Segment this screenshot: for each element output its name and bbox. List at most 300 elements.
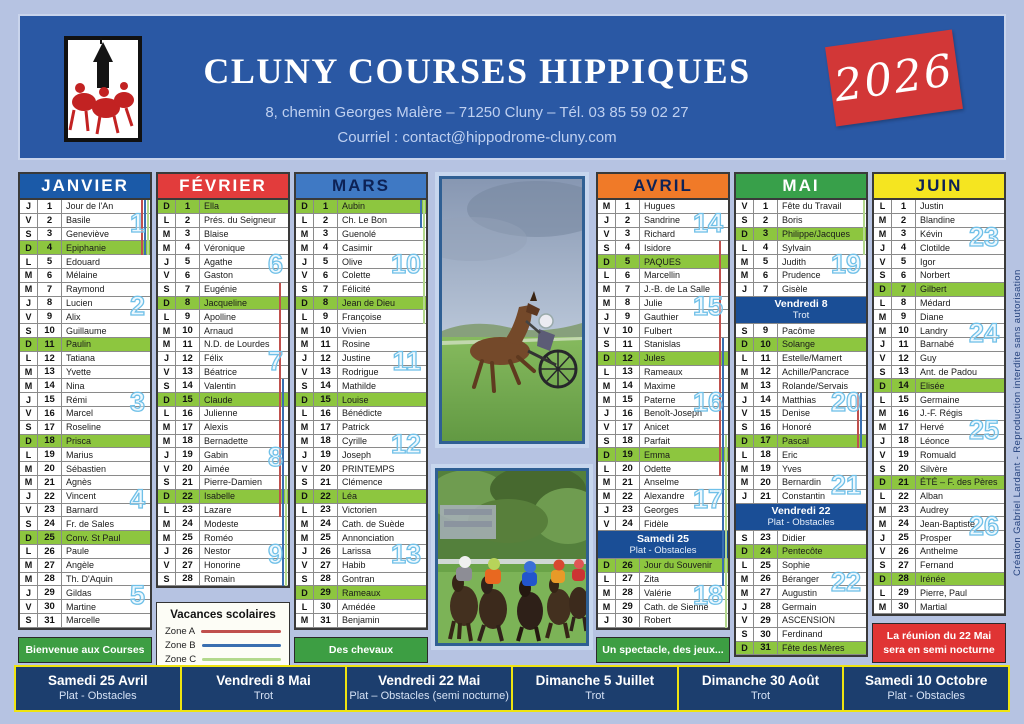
day-number: 6: [754, 269, 778, 282]
day-letter: J: [736, 393, 754, 406]
day-letter: M: [736, 255, 754, 268]
day-row: [20, 324, 150, 338]
day-number: 7: [616, 283, 640, 296]
day-letter: D: [20, 241, 38, 254]
day-row: [296, 241, 426, 255]
day-letter: S: [736, 214, 754, 227]
day-row: [20, 200, 150, 214]
day-row: [736, 490, 866, 504]
race-banner-date: Vendredi 8: [774, 298, 828, 311]
day-row: [158, 393, 288, 407]
month-avril: [596, 172, 730, 663]
day-letter: M: [598, 586, 616, 599]
event-type: Plat - Obstacles: [887, 690, 966, 703]
legend-zone-label: Zone A: [165, 626, 196, 638]
saint-name: Bénédicte: [342, 408, 383, 419]
day-letter: L: [296, 504, 314, 517]
day-row: [874, 200, 1004, 214]
day-letter: J: [20, 393, 38, 406]
day-letter: D: [296, 393, 314, 406]
saint-name: Gauthier: [644, 311, 679, 322]
day-number: 11: [38, 338, 62, 351]
vacation-stripe-c: [285, 476, 288, 586]
year-card: [825, 29, 963, 126]
day-number: 14: [38, 379, 62, 392]
day-number: 12: [38, 352, 62, 365]
day-letter: M: [158, 435, 176, 448]
day-number: 5: [314, 255, 338, 268]
day-letter: M: [874, 504, 892, 517]
day-letter: D: [20, 531, 38, 544]
day-number: 22: [616, 490, 640, 503]
day-number: 10: [754, 338, 778, 351]
day-number: 3: [892, 228, 916, 241]
saint-name: Marcellin: [644, 270, 681, 281]
day-number: 28: [38, 573, 62, 586]
week-number: 15: [692, 290, 723, 321]
day-letter: V: [874, 255, 892, 268]
day-row: [20, 366, 150, 380]
saint-name: Prudence: [782, 270, 821, 281]
photo-column: [432, 172, 592, 650]
day-letter: M: [296, 338, 314, 351]
day-number: 20: [616, 462, 640, 475]
event-cell: [16, 667, 182, 710]
saint-name: Lucien: [66, 297, 93, 308]
day-number: 7: [314, 283, 338, 296]
day-number: 15: [38, 393, 62, 406]
saint-name: Blandine: [920, 215, 956, 226]
saint-name: Vincent: [66, 491, 96, 502]
day-number: 5: [616, 255, 640, 268]
day-row: [20, 228, 150, 242]
saint-name: Anthelme: [920, 546, 959, 557]
vacation-stripe-b: [860, 393, 863, 448]
day-row: [296, 214, 426, 228]
day-number: 16: [314, 407, 338, 420]
day-number: 16: [892, 407, 916, 420]
day-number: 20: [176, 462, 200, 475]
day-row: [296, 255, 426, 269]
day-row: [158, 283, 288, 297]
day-row: [296, 269, 426, 283]
saint-name: Stanislas: [644, 339, 681, 350]
day-letter: S: [736, 421, 754, 434]
day-letter: S: [20, 421, 38, 434]
day-letter: J: [296, 352, 314, 365]
day-number: 30: [314, 600, 338, 613]
saint-name: Romain: [204, 573, 236, 584]
day-letter: J: [598, 310, 616, 323]
day-row: [736, 559, 866, 573]
day-number: 11: [176, 338, 200, 351]
day-number: 18: [754, 448, 778, 461]
saint-name: Anicet: [644, 422, 670, 433]
day-letter: L: [296, 214, 314, 227]
day-letter: M: [874, 421, 892, 434]
day-row: [296, 559, 426, 573]
saint-name: Véronique: [204, 242, 246, 253]
day-number: 29: [314, 586, 338, 599]
week-number: 17: [692, 483, 723, 514]
saint-name: Fernand: [920, 560, 954, 571]
day-row: [736, 241, 866, 255]
day-row: [598, 448, 728, 462]
day-number: 11: [314, 338, 338, 351]
day-row: [598, 559, 728, 573]
day-letter: S: [296, 283, 314, 296]
day-row: [736, 642, 866, 656]
day-letter: J: [158, 255, 176, 268]
day-row: [296, 421, 426, 435]
day-number: 25: [754, 559, 778, 572]
day-letter: S: [20, 228, 38, 241]
saint-name: Cath. de Sienne: [644, 601, 709, 612]
saint-name: Hugues: [644, 201, 676, 212]
day-letter: M: [158, 517, 176, 530]
week-number: 19: [830, 249, 861, 280]
day-number: 20: [754, 476, 778, 489]
event-cell: [844, 667, 1008, 710]
saint-name: Tatiana: [66, 353, 96, 364]
day-number: 25: [38, 531, 62, 544]
day-row: [20, 531, 150, 545]
day-row: [598, 462, 728, 476]
day-number: 1: [314, 200, 338, 213]
day-letter: M: [598, 297, 616, 310]
saint-name: Raymond: [66, 284, 105, 295]
day-row: [20, 504, 150, 518]
legend-zone-label: Zone B: [165, 640, 196, 652]
day-row: [874, 435, 1004, 449]
day-letter: V: [20, 214, 38, 227]
day-number: 27: [892, 559, 916, 572]
day-letter: D: [296, 297, 314, 310]
month-day-grid: [18, 198, 152, 630]
day-row: [598, 324, 728, 338]
day-letter: V: [296, 366, 314, 379]
day-letter: L: [20, 545, 38, 558]
day-letter: S: [296, 476, 314, 489]
day-number: 4: [892, 241, 916, 254]
saint-name: Marius: [66, 449, 94, 460]
day-row: [20, 283, 150, 297]
saint-name: Solange: [782, 339, 816, 350]
saint-name: Clémence: [342, 477, 383, 488]
day-row: [296, 310, 426, 324]
day-number: 17: [754, 435, 778, 448]
day-row: [158, 379, 288, 393]
day-letter: J: [598, 614, 616, 627]
day-letter: M: [296, 241, 314, 254]
race-events-bar: [14, 665, 1010, 712]
legend-title: Vacances scolaires: [170, 609, 276, 622]
saint-name: Jacqueline: [204, 297, 248, 308]
day-number: 22: [314, 490, 338, 503]
month-note: Un spectacle, des jeux...: [596, 637, 730, 663]
day-number: 19: [176, 448, 200, 461]
day-row: [20, 393, 150, 407]
day-row: [158, 352, 288, 366]
day-letter: M: [736, 366, 754, 379]
saint-name: Joseph: [342, 449, 372, 460]
day-letter: M: [874, 310, 892, 323]
saint-name: Apolline: [204, 311, 237, 322]
day-number: 28: [616, 586, 640, 599]
month-header: JUIN: [872, 172, 1006, 198]
day-number: 12: [616, 352, 640, 365]
day-letter: M: [598, 490, 616, 503]
day-letter: J: [20, 297, 38, 310]
day-row: [598, 421, 728, 435]
day-row: [736, 476, 866, 490]
month-note: Bienvenue aux Courses: [18, 637, 152, 663]
day-number: 22: [38, 490, 62, 503]
day-letter: V: [874, 448, 892, 461]
saint-name: Médard: [920, 297, 951, 308]
day-letter: J: [158, 352, 176, 365]
saint-name: Rémi: [66, 394, 88, 405]
saint-name: Denise: [782, 408, 811, 419]
day-row: [736, 448, 866, 462]
day-row: [296, 435, 426, 449]
event-cell: [347, 667, 513, 710]
saint-name: Norbert: [920, 270, 951, 281]
day-number: 14: [314, 379, 338, 392]
day-number: 6: [38, 269, 62, 282]
day-number: 12: [892, 352, 916, 365]
day-letter: J: [736, 283, 754, 296]
day-number: 13: [754, 379, 778, 392]
day-row: [20, 338, 150, 352]
day-row: [296, 352, 426, 366]
day-letter: J: [598, 214, 616, 227]
day-letter: M: [296, 531, 314, 544]
day-row: [874, 214, 1004, 228]
saint-name: Blaise: [204, 228, 229, 239]
day-row: [874, 531, 1004, 545]
race-banner-type: Trot: [792, 310, 810, 322]
day-row: [20, 407, 150, 421]
saint-name: Irénée: [920, 573, 946, 584]
day-row: [20, 462, 150, 476]
day-number: 10: [38, 324, 62, 337]
saint-name: Eric: [782, 449, 798, 460]
saint-name: Elisée: [920, 380, 945, 391]
month-day-grid: [734, 198, 868, 657]
year-label: 2026: [831, 44, 957, 112]
day-number: 3: [754, 228, 778, 241]
day-row: [874, 393, 1004, 407]
day-number: 25: [314, 531, 338, 544]
week-number: 5: [129, 580, 145, 611]
day-number: 16: [176, 407, 200, 420]
day-row: [158, 214, 288, 228]
day-row: [874, 586, 1004, 600]
day-number: 12: [176, 352, 200, 365]
day-number: 6: [892, 269, 916, 282]
saint-name: ASCENSION: [782, 615, 836, 626]
event-date: Vendredi 8 Mai: [216, 673, 311, 689]
day-number: 10: [616, 324, 640, 337]
day-row: [874, 338, 1004, 352]
day-letter: D: [736, 228, 754, 241]
day-letter: M: [296, 435, 314, 448]
day-row: [20, 379, 150, 393]
saint-name: PRINTEMPS: [342, 463, 395, 474]
day-row: [296, 393, 426, 407]
day-row: [598, 269, 728, 283]
day-number: 26: [314, 545, 338, 558]
day-number: 16: [616, 407, 640, 420]
day-row: [158, 255, 288, 269]
race-day-banner: [736, 504, 866, 532]
saint-name: Alix: [66, 311, 81, 322]
day-row: [158, 573, 288, 587]
saint-name: Matthias: [782, 394, 817, 405]
week-number: 23: [968, 221, 999, 252]
saint-name: Pentecôte: [782, 546, 823, 557]
day-row: [598, 573, 728, 587]
trot-photo: [435, 172, 589, 448]
saint-name: Germain: [782, 601, 817, 612]
race-banner-date: Vendredi 22: [771, 505, 831, 518]
day-number: 14: [892, 379, 916, 392]
saint-name: Larissa: [342, 546, 372, 557]
day-letter: V: [598, 421, 616, 434]
day-row: [158, 228, 288, 242]
header-banner: [18, 14, 1006, 160]
day-letter: S: [736, 531, 754, 544]
day-number: 3: [176, 228, 200, 241]
day-number: 21: [38, 476, 62, 489]
day-row: [20, 352, 150, 366]
day-letter: M: [296, 517, 314, 530]
day-number: 3: [616, 228, 640, 241]
saint-name: Fidèle: [644, 518, 669, 529]
day-letter: L: [874, 393, 892, 406]
day-row: [296, 324, 426, 338]
day-row: [296, 297, 426, 311]
day-row: [20, 448, 150, 462]
day-row: [158, 241, 288, 255]
day-number: 28: [754, 600, 778, 613]
day-letter: M: [296, 421, 314, 434]
day-number: 17: [176, 421, 200, 434]
day-letter: D: [158, 200, 176, 213]
week-number: 24: [968, 318, 999, 349]
day-number: 21: [176, 476, 200, 489]
saint-name: Jean de Dieu: [342, 297, 396, 308]
day-letter: V: [20, 504, 38, 517]
week-number: 14: [692, 207, 723, 238]
day-letter: J: [296, 255, 314, 268]
race-banner-type: Plat - Obstacles: [767, 517, 835, 529]
day-number: 26: [38, 545, 62, 558]
saint-name: Guy: [920, 353, 937, 364]
month-note: La réunion du 22 Mai sera en semi nocturne: [872, 623, 1006, 663]
day-letter: V: [296, 269, 314, 282]
day-row: [158, 421, 288, 435]
page-title: CLUNY COURSES HIPPIQUES: [203, 51, 751, 91]
day-row: [736, 545, 866, 559]
day-row: [874, 269, 1004, 283]
day-number: 6: [314, 269, 338, 282]
day-row: [20, 421, 150, 435]
day-letter: V: [736, 614, 754, 627]
day-row: [296, 490, 426, 504]
day-number: 19: [892, 448, 916, 461]
day-letter: J: [20, 586, 38, 599]
day-letter: D: [296, 200, 314, 213]
legend-zone-row: [165, 654, 281, 665]
day-letter: L: [20, 255, 38, 268]
saint-name: Ch. Le Bon: [342, 215, 388, 226]
day-letter: M: [874, 600, 892, 613]
day-number: 19: [616, 448, 640, 461]
saint-name: Germaine: [920, 394, 960, 405]
day-letter: L: [598, 269, 616, 282]
day-row: [158, 269, 288, 283]
day-number: 8: [314, 297, 338, 310]
saint-name: Prés. du Seigneur: [204, 215, 277, 226]
day-row: [736, 214, 866, 228]
day-row: [296, 531, 426, 545]
month-header: AVRIL: [596, 172, 730, 198]
saint-name: Gaston: [204, 270, 234, 281]
day-number: 11: [892, 338, 916, 351]
day-number: 13: [616, 366, 640, 379]
week-number: 16: [692, 387, 723, 418]
day-number: 8: [38, 297, 62, 310]
day-letter: V: [874, 352, 892, 365]
day-row: [598, 255, 728, 269]
day-letter: L: [20, 352, 38, 365]
day-number: 30: [38, 600, 62, 613]
event-cell: [513, 667, 679, 710]
saint-name: Zita: [644, 573, 660, 584]
day-letter: S: [20, 517, 38, 530]
day-row: [874, 504, 1004, 518]
saint-name: Robert: [644, 615, 672, 626]
day-letter: D: [736, 642, 754, 655]
day-row: [158, 407, 288, 421]
day-number: 29: [616, 600, 640, 613]
day-row: [296, 614, 426, 628]
day-number: 28: [176, 573, 200, 586]
day-row: [736, 435, 866, 449]
day-letter: V: [296, 462, 314, 475]
event-type: Plat – Obstacles (semi nocturne): [349, 690, 509, 703]
saint-name: Jules: [644, 353, 666, 364]
legend-zone-line: [201, 630, 281, 633]
day-letter: V: [158, 462, 176, 475]
day-number: 19: [314, 448, 338, 461]
day-letter: D: [874, 283, 892, 296]
week-number: 4: [129, 483, 145, 514]
saint-name: Agnès: [66, 477, 92, 488]
day-number: 18: [314, 435, 338, 448]
day-letter: L: [296, 310, 314, 323]
day-number: 26: [616, 559, 640, 572]
saint-name: Guillaume: [66, 325, 107, 336]
saint-name: Sandrine: [644, 215, 681, 226]
gallop-photo: [431, 464, 593, 650]
day-letter: D: [598, 559, 616, 572]
day-letter: M: [736, 476, 754, 489]
day-row: [598, 517, 728, 531]
day-row: [736, 531, 866, 545]
